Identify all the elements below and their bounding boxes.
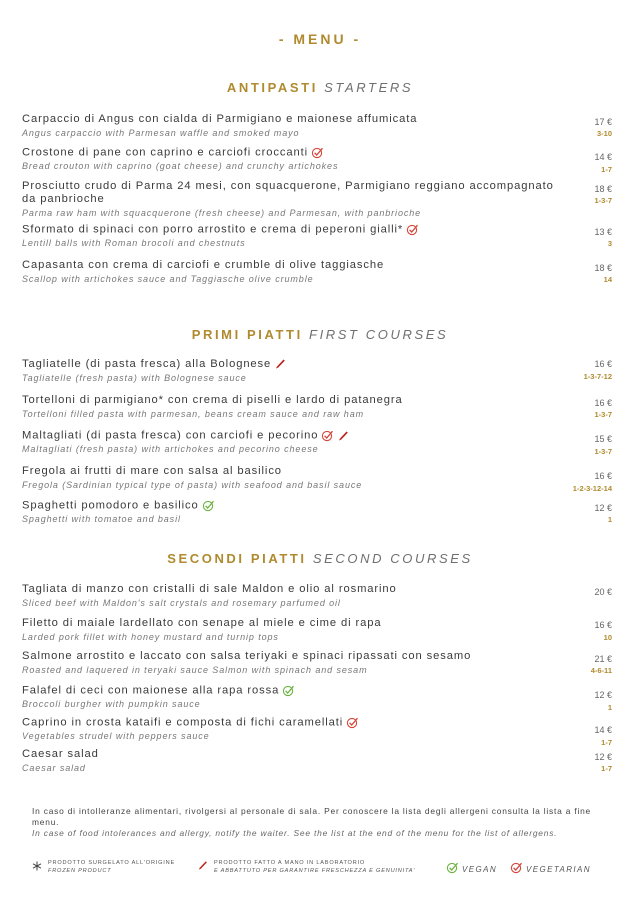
dish-name: Caesar salad [22,748,99,760]
dish-description: Spaghetti with tomatoe and basil [22,514,181,525]
dish-allergens: 1 [607,515,612,524]
legend-vegetarian [510,861,591,878]
dish-price: 12 € [594,503,612,513]
handmade-icon [274,358,286,370]
dish-name: Crostone di pane con caprino e carciofi croccanti [22,146,309,159]
dish-description: Maltagliati (fresh pasta) with artichokes and pecorino cheese [22,444,319,455]
legend-handmade [197,860,415,875]
menu-item [22,650,618,676]
menu-item [22,429,618,455]
dish-name: Fregola ai frutti di mare con salsa al basilico [22,465,282,477]
dish-allergens: 3-10 [596,129,612,138]
dish-allergens: 1 [607,703,612,712]
section-title-primi [0,327,640,342]
dish-allergens: 1-3-7 [594,196,612,205]
dish-allergens: 4-6-11 [590,666,612,675]
dish-price: 21 € [594,654,612,664]
dish-name: Spaghetti pomodoro e basilico [22,499,199,512]
dish-price: 16 € [594,359,612,369]
dish-name: Tagliatelle (di pasta fresca) alla Bolognese [22,358,272,370]
dish-allergens: 1-7 [601,738,612,747]
dish-name: Falafel di ceci con maionese alla rapa rossa [22,684,280,697]
dish-description: Sliced beef with Maldon's salt crystals and rosemary parfumed oil [22,598,341,608]
dish-name: Salmone arrostito e laccato con salsa teriyaki e spinaci ripassati con sesamo [22,650,472,662]
dish-description: Tagliatelle (fresh pasta) with Bolognese sauce [22,373,247,383]
dish-description: Vegetables strudel with peppers sauce [22,731,210,742]
dish-name: Sformato di spinaci con porro arrostito e crema di peperoni gialli* [22,223,404,236]
menu-item [22,499,618,525]
menu-item [22,113,618,139]
vegetarian-icon [321,429,334,442]
dish-allergens: 1-7 [601,764,612,773]
vegan-icon [446,861,459,878]
dish-allergens: 1-3-7 [594,447,612,456]
dish-price: 18 € [594,263,612,273]
asterisk-icon [32,861,42,875]
dish-description: Angus carpaccio with Parmesan waffle and smoked mayo [22,128,300,138]
dish-description: Larded pork fillet with honey mustard and turnip tops [22,632,279,642]
vegetarian-icon [406,223,419,236]
vegan-icon [202,499,215,512]
dish-allergens: 1-7 [601,165,612,174]
vegetarian-icon [311,146,324,159]
handmade-icon [197,860,208,875]
section-title-it: PRIMI PIATTI [191,327,303,342]
dish-name: Carpaccio di Angus con cialda di Parmigiano e maionese affumicata [22,113,418,125]
section-title-antipasti [0,80,640,95]
menu-item [22,583,618,609]
dish-description: Fregola (Sardinian typical type of pasta) with seafood and basil sauce [22,480,363,490]
dish-name: Tagliata di manzo con cristalli di sale Maldon e olio al rosmarino [22,583,397,595]
dish-name: Maltagliati (di pasta fresca) con carciofi e pecorino [22,429,319,442]
legend-frozen-en: FROZEN PRODUCT [48,867,112,874]
vegetarian-icon [510,861,523,878]
dish-price: 15 € [594,434,612,444]
dish-name: Caprino in crosta kataifi e composta di fichi caramellati [22,716,344,729]
section-title-en: STARTERS [324,80,414,95]
menu-item [22,223,618,249]
dish-price: 17 € [594,117,612,127]
menu-item [22,684,618,710]
section-title-en: SECOND COURSES [312,551,473,566]
dish-description: Roasted and laquered in teryaki sauce Salmon with spinach and sesam [22,665,368,675]
menu-item [22,180,618,219]
menu-item [22,358,618,384]
dish-name: Prosciutto crudo di Parma 24 mesi, con squacquerone, Parmigiano reggiano accompagnato da panbrioche [22,180,554,205]
dish-price: 14 € [594,152,612,162]
dish-name: Filetto di maiale lardellato con senape al miele e cime di rapa [22,617,382,629]
dish-price: 20 € [594,587,612,597]
vegetarian-icon [346,716,359,729]
dish-name: Tortelloni di parmigiano* con crema di piselli e lardo di patanegra [22,394,403,406]
menu-item [22,748,618,774]
allergy-note-it: In caso di intolleranze alimentari, rivolgersi al personale di sala. Per conoscere la lista degli allergeni consulta la lista a fine menu. [32,806,592,827]
menu-title: - MENU - [278,31,362,47]
dish-allergens: 14 [603,275,612,284]
dish-price: 12 € [594,752,612,762]
section-title-it: SECONDI PIATTI [167,551,307,566]
dish-description: Bread crouton with caprino (goat cheese) and crunchy artichokes [22,161,339,172]
dish-allergens: 1-2-3-12-14 [572,484,612,493]
dish-description: Parma raw ham with squacquerone (fresh cheese) and Parmesan, with panbrioche [22,208,422,218]
legend-vegetarian-label: VEGETARIAN [526,864,591,874]
handmade-icon [337,430,349,442]
menu-item [22,394,618,420]
dish-price: 14 € [594,725,612,735]
legend-vegan [446,861,497,878]
dish-price: 12 € [594,690,612,700]
dish-description: Lentill balls with Roman brocoli and chestnuts [22,238,246,249]
section-title-en: FIRST COURSES [309,327,449,342]
dish-description: Broccoli burgher with pumpkin sauce [22,699,201,710]
menu-item [22,716,618,747]
dish-allergens: 1-3-7-12 [583,372,612,381]
legend-handmade-line-1: PRODOTTO FATTO A MANO IN LABORATORIO [214,860,366,866]
dish-price: 16 € [594,471,612,481]
section-title-secondi [0,551,640,566]
dish-name: Capasanta con crema di carciofi e crumble di olive taggiasche [22,259,385,271]
menu-item [22,146,618,172]
menu-item [22,259,618,285]
dish-description: Tortelloni filled pasta with parmesan, beans cream sauce and raw ham [22,409,365,419]
vegan-icon [282,684,295,697]
menu-item [22,465,618,491]
dish-price: 16 € [594,620,612,630]
legend-handmade-line-2: E ABBATTUTO PER GARANTIRE FRESCHEZZA E GENUINITA' [214,867,416,874]
section-title-it: ANTIPASTI [226,80,318,95]
dish-price: 18 € [594,184,612,194]
dish-description: Scallop with artichokes sauce and Taggiasche olive crumble [22,274,314,284]
legend-vegan-label: VEGAN [462,864,498,874]
dish-allergens: 1-3-7 [594,410,612,419]
legend-frozen-it: PRODOTTO SURGELATO ALL'ORIGINE [48,860,176,866]
menu-item [22,617,618,643]
legend-frozen [32,860,175,875]
dish-price: 13 € [594,227,612,237]
dish-allergens: 10 [603,633,612,642]
dish-allergens: 3 [607,239,612,248]
allergy-note [32,806,612,839]
dish-price: 16 € [594,398,612,408]
dish-description: Caesar salad [22,763,86,773]
allergy-note-en: In case of food intolerances and allergy, notify the waiter. See the list at the end of the menu for the list of allergens. [32,828,558,838]
